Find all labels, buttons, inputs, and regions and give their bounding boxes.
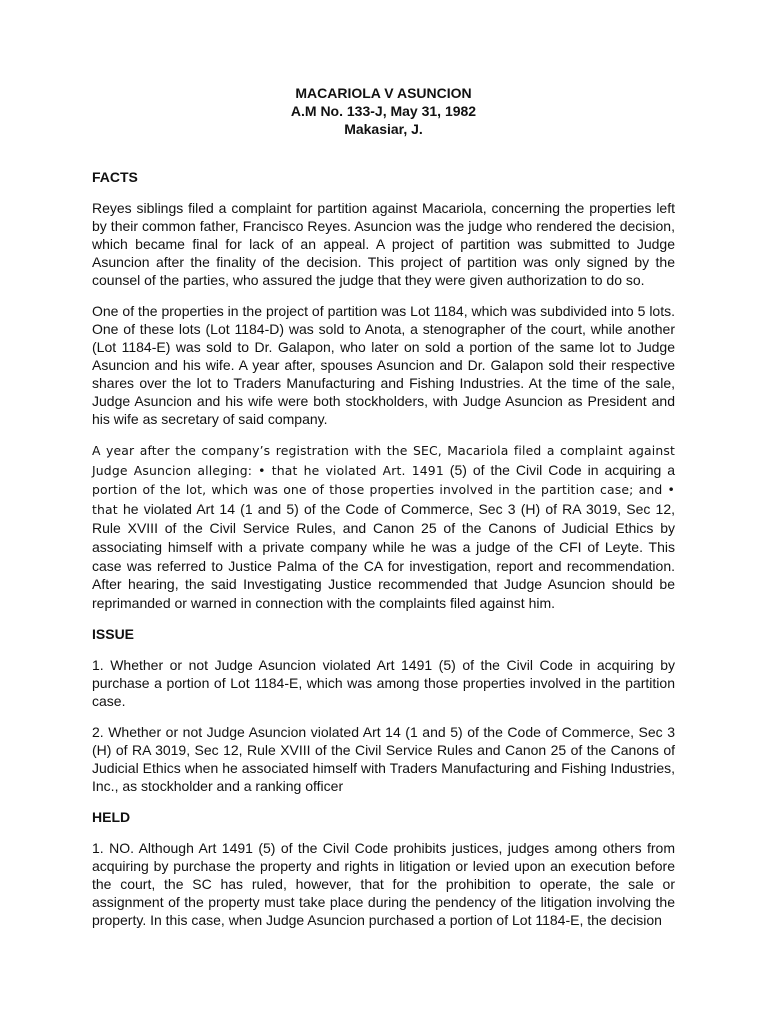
held-item-1: 1. NO. Although Art 1491 (5) of the Civil Code prohibits justices, judges among others from acquiring by purchase the property and rights in litigation or levied upon an execution before the court, the SC has ruled, however, that for the prohibition to operate, the sale or assignment of the property must take place during the pendency of the litigation involving the property. In this case, when Judge Asuncion purchased a portion of Lot 1184-E, the decision <box>92 840 675 929</box>
case-ponente: Makasiar, J. <box>344 121 423 137</box>
held-heading: HELD <box>92 809 131 826</box>
facts-heading: FACTS <box>92 169 138 185</box>
facts-paragraph-3-alt-text-c: portion of the lot, which was one of those properties involved in the partition case; and • that <box>92 482 675 517</box>
issue-item-2: 2. Whether or not Judge Asuncion violated Art 14 (1 and 5) of the Code of Commerce, Sec 3 (H) of RA 3019, Sec 12, Rule XVIII of the Civil Service Rules and Canon 25 of the Canons of Judicial Ethics when he associated himself with Traders Manufacturing and Fishing Industries, Inc., as stockholder and a ranking officer <box>92 724 675 795</box>
facts-paragraph-3-alt-text-a: A year after the company’s registration with the SEC, Macariola filed a complaint against Judge Asuncion alleging: • that he violated Art. 1491 <box>92 443 675 478</box>
document-page <box>92 84 675 942</box>
facts-paragraph-3 <box>92 441 675 612</box>
case-title-block <box>92 84 675 138</box>
facts-paragraph-2: One of the properties in the project of partition was Lot 1184, which was subdivided into 5 lots. One of these lots (Lot 1184-D) was sold to Anota, a stenographer of the court, while another (Lot 1184-E) was sold to Dr. Galapon, who later on sold a portion of the same lot to Judge Asuncion and his wife. A year after, spouses Asuncion and Dr. Galapon sold their respective shares over the lot to Traders Manufacturing and Fishing Industries. At the time of the sale, Judge Asuncion and his wife were both stockholders, with Judge Asuncion as President and his wife as secretary of said company. <box>92 303 675 427</box>
facts-paragraph-3-text-b: (5) of the Civil Code in acquiring a <box>443 461 675 478</box>
facts-paragraph-1: Reyes siblings filed a complaint for partition against Macariola, concerning the properties left by their common father, Francisco Reyes. Asuncion was the judge who rendered the decision, which became final for lack of an appeal. A project of partition was submitted to Judge Asuncion after the finality of the decision. This project of partition was only signed by the counsel of the parties, who assured the judge that they were given authorization to do so. <box>92 200 675 288</box>
case-name: MACARIOLA V ASUNCION <box>295 85 472 101</box>
facts-paragraph-3-text-d: he violated Art 14 (1 and 5) of the Code of Commerce, Sec 3 (H) of RA 3019, Sec 12, Rule XVIII of the Civil Service Rules, and Canon 25 of the Canons of Judicial Ethics by associating himself with a private company while he was a judge of the CFI of Leyte. This case was referred to Justice Palma of the CA for investigation, report and recommendation. After hearing, the said Investigating Justice recommended that Judge Asuncion should be reprimanded or warned in connection with the complaints filed against him. <box>92 500 675 611</box>
issue-heading: ISSUE <box>92 626 135 643</box>
issue-item-1: 1. Whether or not Judge Asuncion violated Art 1491 (5) of the Civil Code in acquiring by purchase a portion of Lot 1184-E, which was among those properties involved in the partition case. <box>92 657 675 710</box>
case-citation: A.M No. 133-J, May 31, 1982 <box>290 103 477 119</box>
